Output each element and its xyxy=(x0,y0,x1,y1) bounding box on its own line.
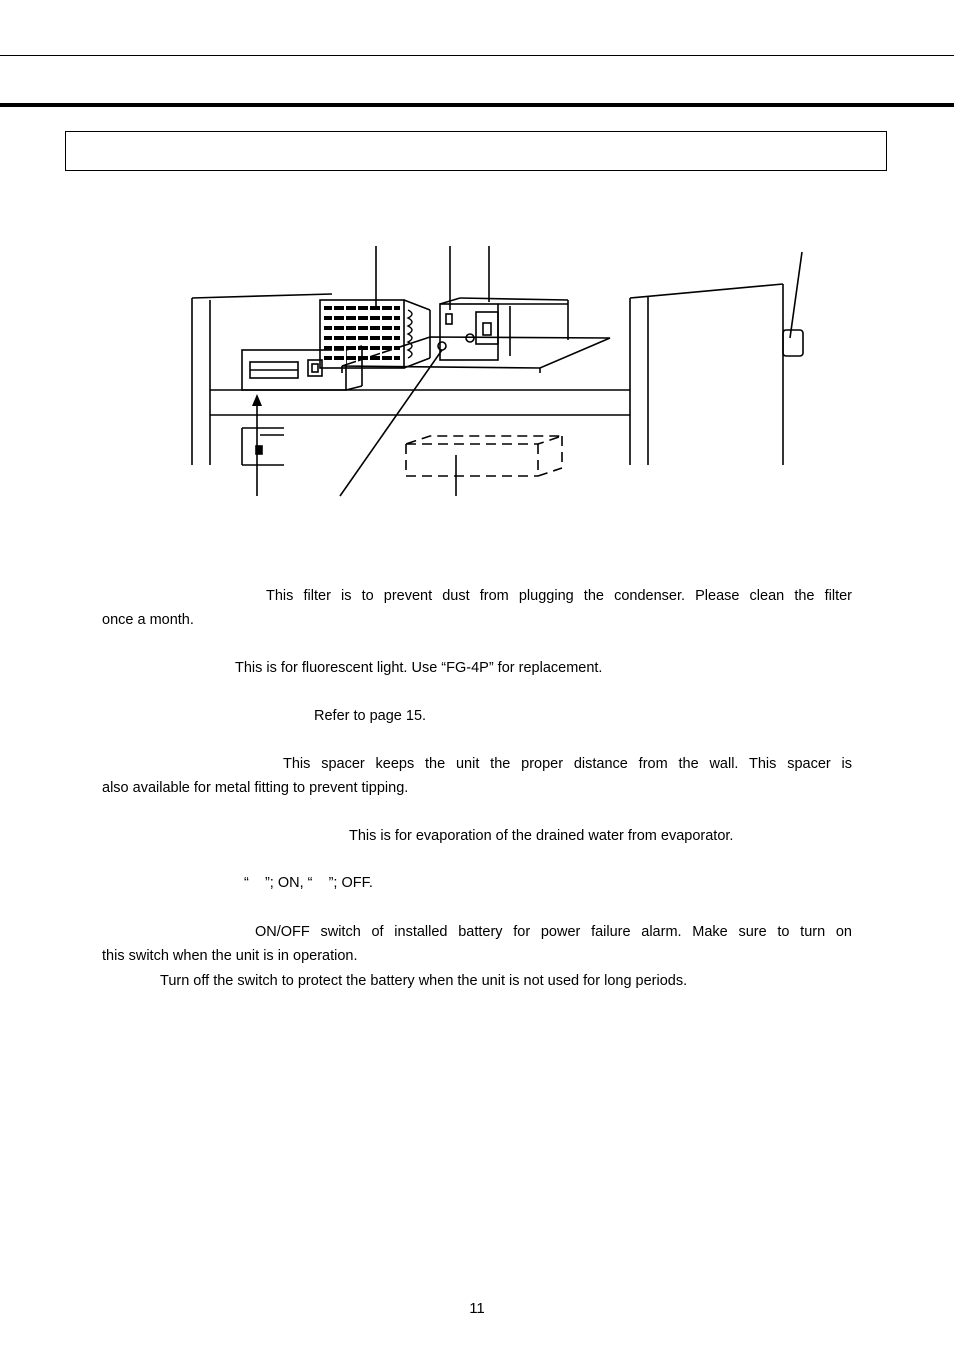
desc-spacer xyxy=(102,752,852,800)
desc-filter-line1: This filter is to prevent dust from plugging the condenser. Please clean the filter xyxy=(266,588,852,604)
desc-battery-line2: this switch when the unit is in operation. xyxy=(102,948,358,964)
header-rule-thick xyxy=(0,103,954,107)
header-rule-thin xyxy=(0,55,954,56)
desc-battery-note: Turn off the switch to protect the battery when the unit is not used for long periods. xyxy=(160,973,688,989)
unit-rear-diagram xyxy=(160,240,820,510)
desc-spacer-line1: This spacer keeps the unit the proper distance from the wall. This spacer is xyxy=(283,756,852,772)
leader-line-spacer xyxy=(790,252,802,338)
desc-battery xyxy=(102,920,852,968)
desc-evaporation: This is for evaporation of the drained water from evaporator. xyxy=(349,828,734,844)
desc-switch: “ ”; ON, “ ”; OFF. xyxy=(244,875,373,891)
leader-line-cord xyxy=(340,350,442,496)
desc-filter-line2: once a month. xyxy=(102,612,194,628)
desc-filter xyxy=(102,584,852,632)
page-number: 11 xyxy=(469,1300,485,1317)
desc-battery-line1: ON/OFF switch of installed battery for power failure alarm. Make sure to turn on xyxy=(255,924,852,940)
desc-spacer-line2: also available for metal fitting to prevent tipping. xyxy=(102,780,409,796)
desc-lamp: This is for fluorescent light. Use “FG-4P” for replacement. xyxy=(235,660,603,676)
desc-refer: Refer to page 15. xyxy=(314,708,427,724)
section-title-box xyxy=(65,131,887,171)
